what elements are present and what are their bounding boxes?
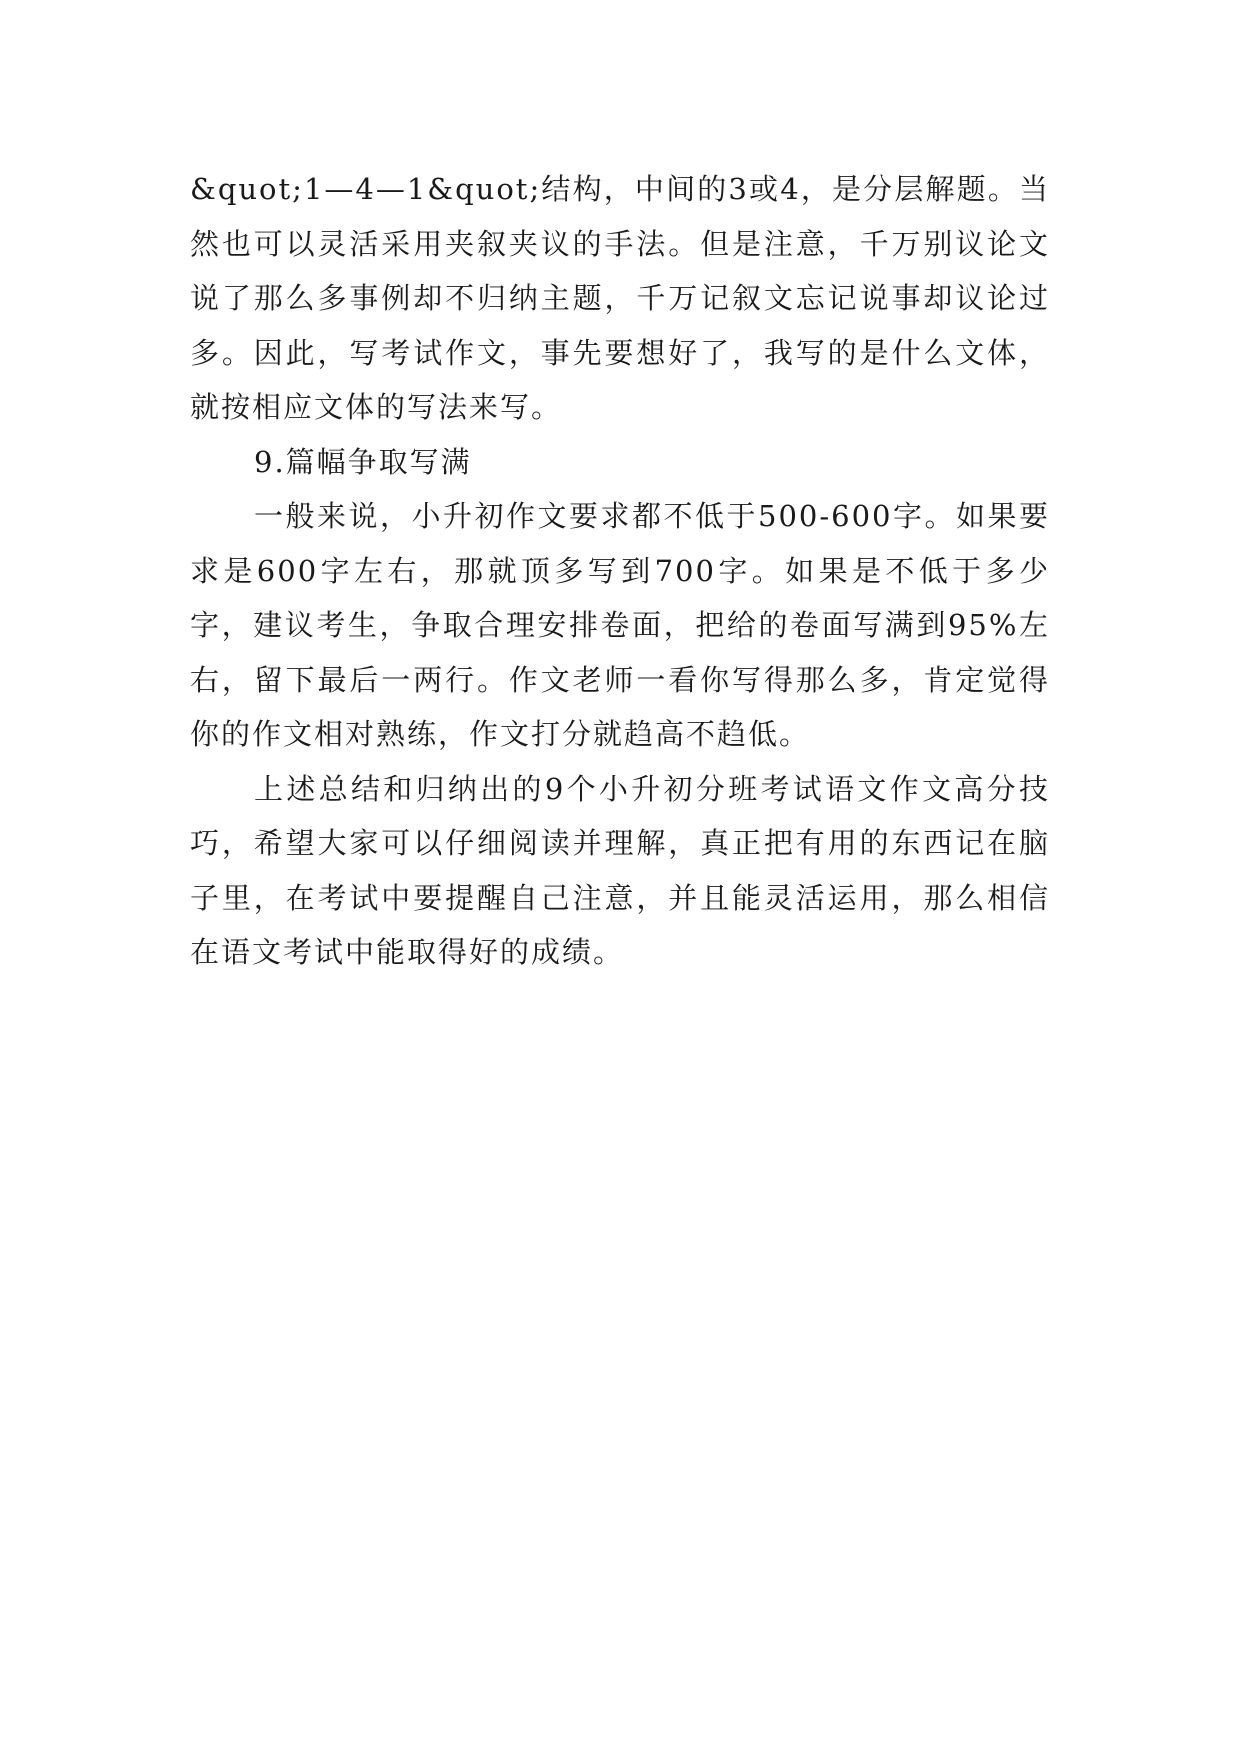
paragraph-length: 一般来说，小升初作文要求都不低于500-600字。如果要求是600字左右，那就顶多写到700字。如果是不低于多少字，建议考生，争取合理安排卷面，把给的卷面写满到95%左右，留下最后一两行。作文老师一看你写得那么多，肯定觉得你的作文相对熟练，作文打分就趋高不趋低。 [190, 499, 1050, 751]
paragraph-structure: &quot;1—4—1&quot;结构，中间的3或4，是分层解题。当然也可以灵活采用夹叙夹议的手法。但是注意，千万别议论文说了那么多事例却不归纳主题，千万记叙文忘记说事却议论过多。因此，写考试作文，事先要想好了，我写的是什么文体，就按相应文体的写法来写。 [190, 172, 1050, 424]
document-body [190, 162, 1050, 980]
section-heading-length: 9.篇幅争取写满 [254, 444, 472, 479]
paragraph-conclusion: 上述总结和归纳出的9个小升初分班考试语文作文高分技巧，希望大家可以仔细阅读并理解，真正把有用的东西记在脑子里，在考试中要提醒自己注意，并且能灵活运用，那么相信在语文考试中能取得好的成绩。 [190, 771, 1050, 969]
